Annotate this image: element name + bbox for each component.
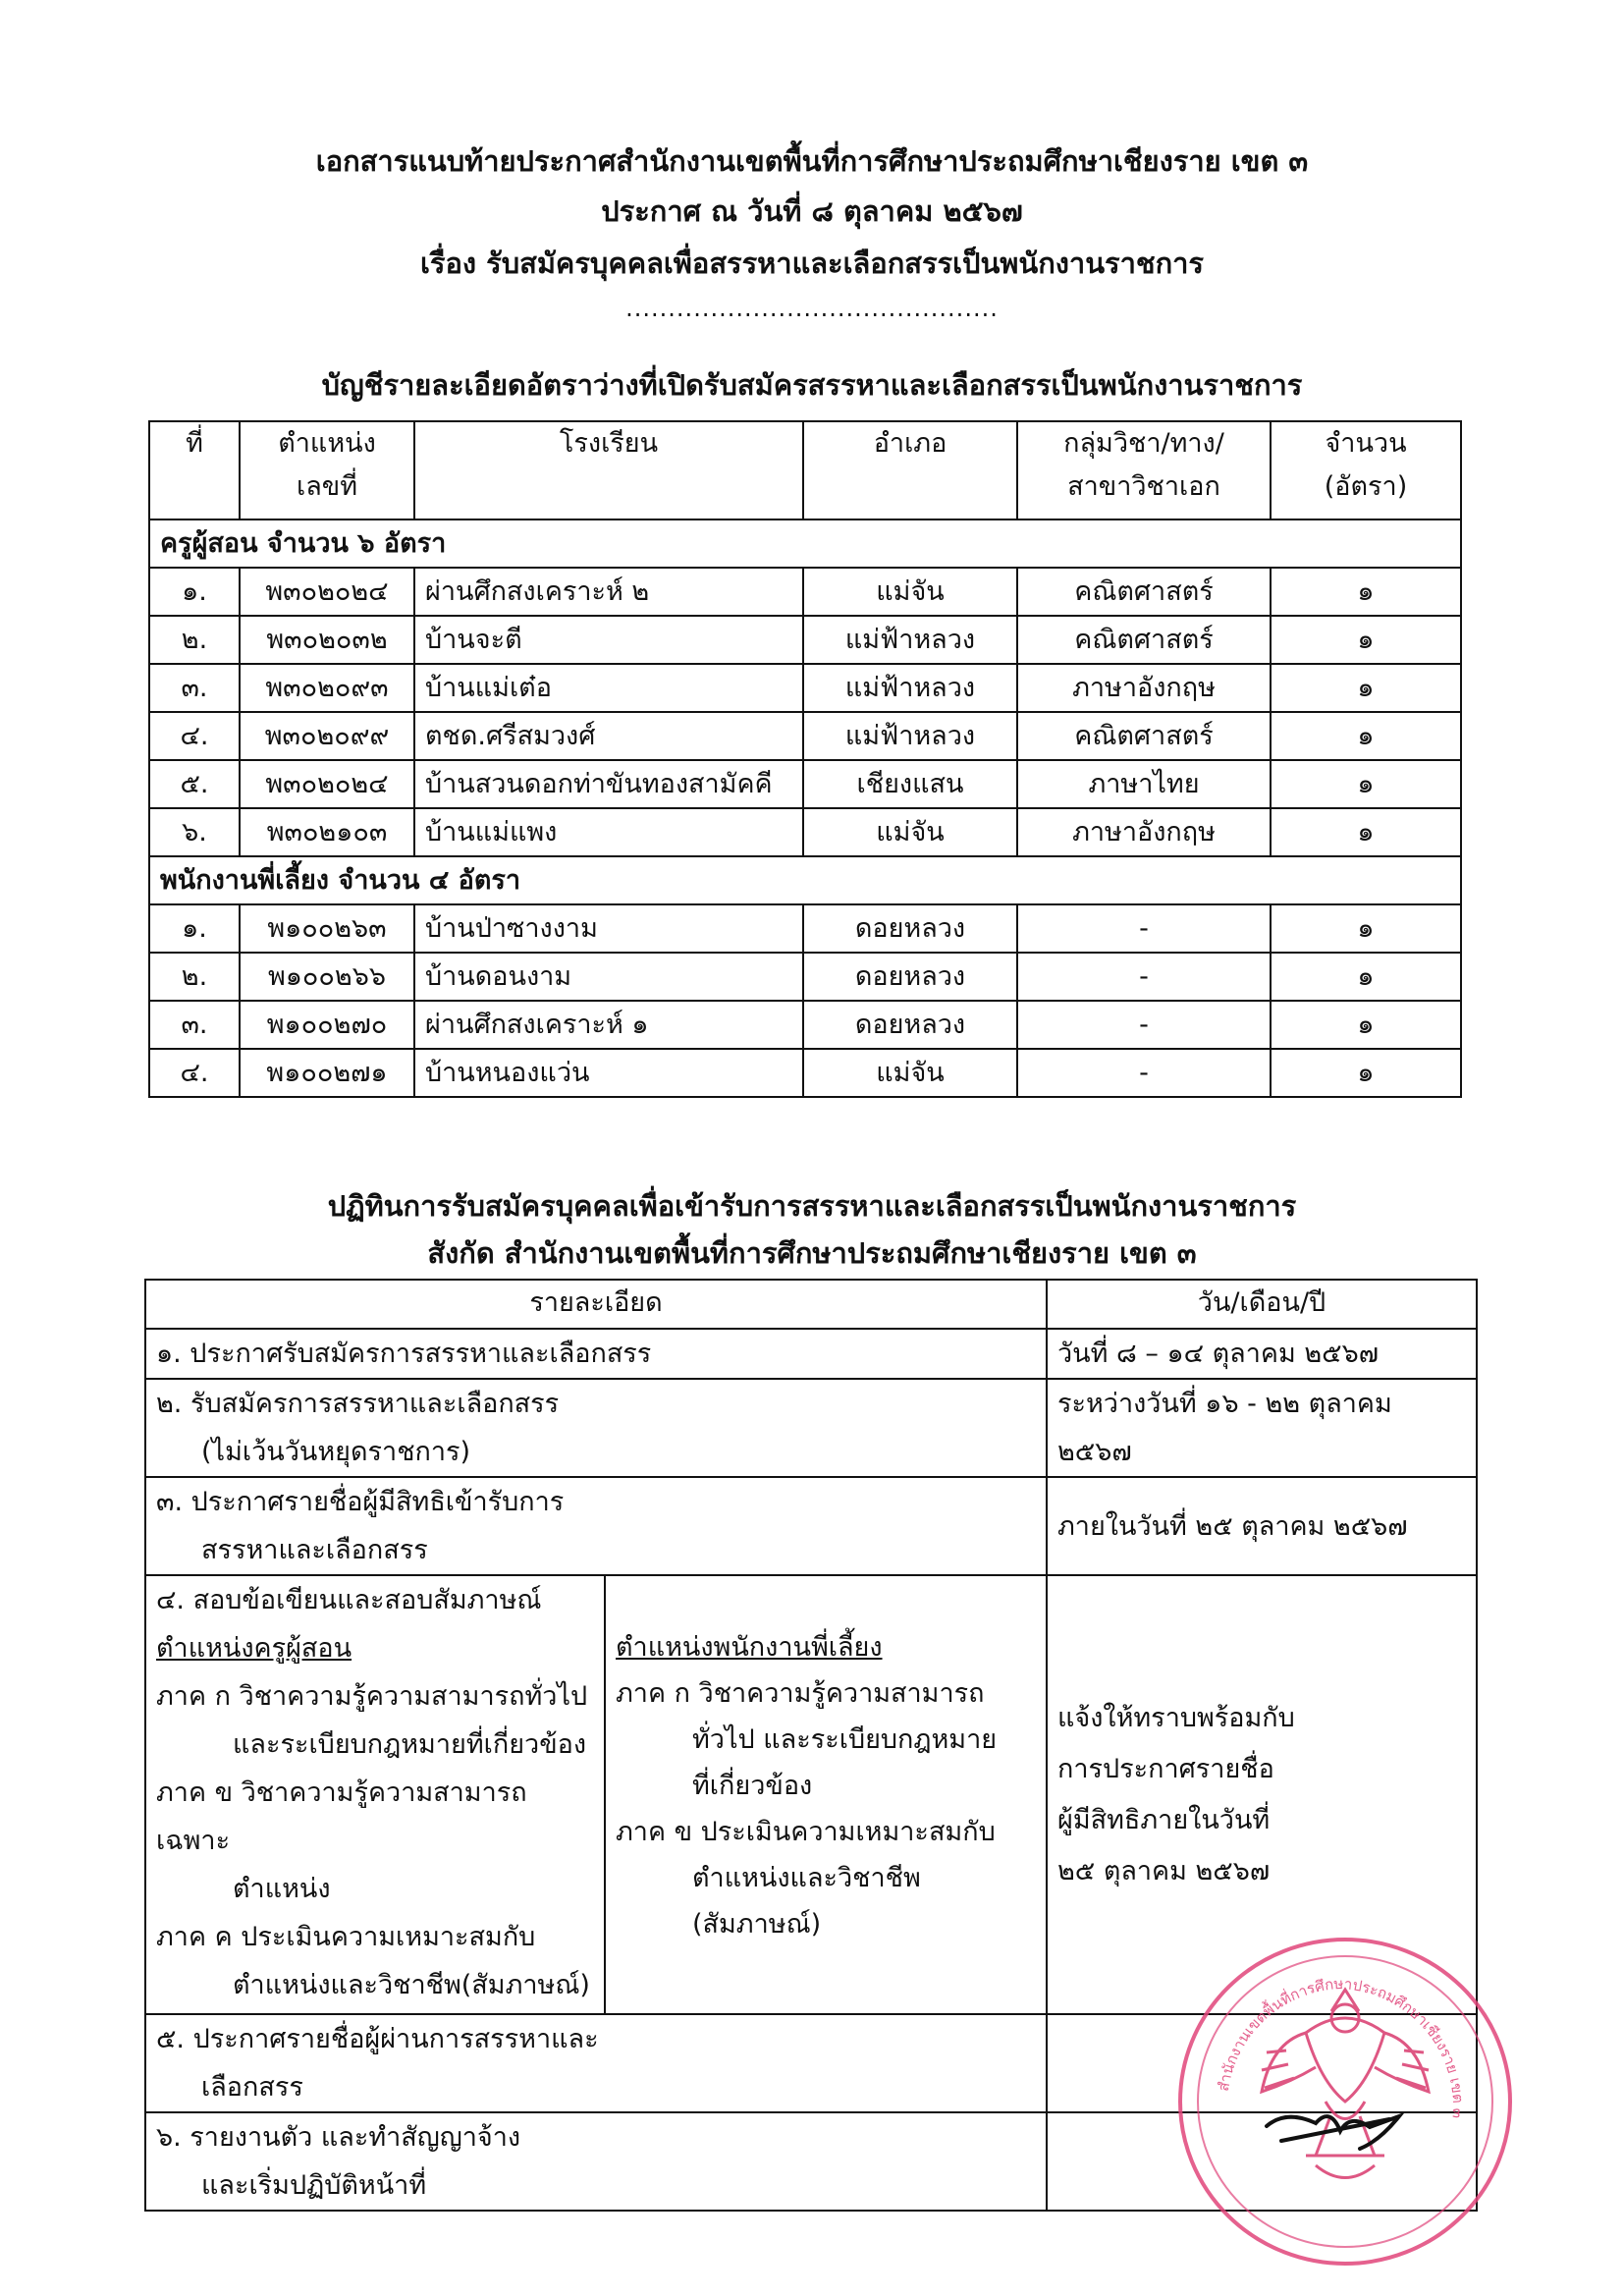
cell-count: ๑ [1271, 1049, 1461, 1097]
col-date: วัน/เดือน/ปี [1047, 1280, 1477, 1329]
cell-no: ๖. [149, 808, 240, 856]
cell-subject: - [1017, 904, 1271, 953]
vacancy-table-title: บัญชีรายละเอียดอัตราว่างที่เปิดรับสมัครสรรหาและเลือกสรรเป็นพนักงานราชการ [321, 368, 1303, 402]
cell-no: ๒. [149, 953, 240, 1001]
doc-header-line1: เอกสารแนบท้ายประกาศสำนักงานเขตพื้นที่การศึกษาประถมศึกษาเชียงราย เขต ๓ [315, 144, 1309, 178]
cell-district: แม่จัน [803, 1049, 1017, 1097]
cell-count: ๑ [1271, 1001, 1461, 1049]
cell-subject: คณิตศาสตร์ [1017, 712, 1271, 760]
cell-district: แม่จัน [803, 808, 1017, 856]
cell-school: บ้านแม่เต๋อ [414, 664, 803, 712]
cell-count: ๑ [1271, 616, 1461, 664]
table-row [149, 712, 1461, 760]
table-row [149, 616, 1461, 664]
detail-cell-caretakers: ตำแหน่งพนักงานพี่เลี้ยง ภาค ก วิชาความรู้ความสามารถ ทั่วไป และระเบียบกฎหมาย ที่เกี่ยวข้อง ภาค ข ประเมินความเหมาะสมกับ ตำแหน่งและวิชาชีพ (สัมภาษณ์) [605, 1575, 1047, 2014]
doc-header-line2: ประกาศ ณ วันที่ ๘ ตุลาคม ๒๕๖๗ [601, 194, 1023, 228]
schedule-row-1 [145, 1329, 1477, 1379]
header-dotted-separator: ............................................ [625, 295, 999, 322]
cell-district: แม่ฟ้าหลวง [803, 616, 1017, 664]
cell-subject: คณิตศาสตร์ [1017, 568, 1271, 616]
table-row [149, 760, 1461, 808]
col-count: จำนวน (อัตรา) [1271, 421, 1461, 519]
col-school: โรงเรียน [414, 421, 803, 519]
table-row [149, 1049, 1461, 1097]
table-row [149, 808, 1461, 856]
cell-count: ๑ [1271, 568, 1461, 616]
cell-school: บ้านสวนดอกท่าขันทองสามัคคี [414, 760, 803, 808]
doc-header-line3: เรื่อง รับสมัครบุคคลเพื่อสรรหาและเลือกสรรเป็นพนักงานราชการ [419, 246, 1205, 280]
cell-position: พ๓๐๒๐๒๔ [240, 568, 414, 616]
cell-count: ๑ [1271, 664, 1461, 712]
cell-no: ๕. [149, 760, 240, 808]
cell-position: พ๓๐๒๐๓๒ [240, 616, 414, 664]
detail-cell: ๖. รายงานตัว และทำสัญญาจ้าง และเริ่มปฏิบัติหน้าที่ [145, 2112, 1047, 2211]
cell-district: ดอยหลวง [803, 904, 1017, 953]
date-cell: แจ้งให้ทราบพร้อมกับ การประกาศรายชื่อ ผู้มีสิทธิภายในวันที่ ๒๕ ตุลาคม ๒๕๖๗ [1047, 1575, 1477, 2014]
cell-count: ๑ [1271, 953, 1461, 1001]
official-seal-stamp [1168, 1895, 1512, 2269]
cell-no: ๓. [149, 664, 240, 712]
group-row-teachers [149, 519, 1461, 568]
schedule-title-line2: สังกัด สำนักงานเขตพื้นที่การศึกษาประถมศึกษาเชียงราย เขต ๓ [427, 1236, 1197, 1270]
date-cell: ระหว่างวันที่ ๑๖ - ๒๒ ตุลาคม ๒๕๖๗ [1047, 1379, 1477, 1477]
signature-mark [1267, 2116, 1399, 2149]
cell-subject: - [1017, 1049, 1271, 1097]
garuda-emblem-icon [1262, 1990, 1429, 2178]
table-row [149, 568, 1461, 616]
cell-subject: คณิตศาสตร์ [1017, 616, 1271, 664]
cell-no: ๑. [149, 904, 240, 953]
caretaker-position-title: ตำแหน่งพนักงานพี่เลี้ยง [616, 1632, 883, 1663]
seal-text: สำนักงานเขตพื้นที่การศึกษาประถมศึกษาเชียงราย เขต ๓ [1214, 1974, 1468, 2119]
cell-school: ผ่านศึกสงเคราะห์ ๒ [414, 568, 803, 616]
schedule-row-2 [145, 1379, 1477, 1477]
cell-district: ดอยหลวง [803, 1001, 1017, 1049]
col-position: ตำแหน่ง เลขที่ [240, 421, 414, 519]
cell-position: พ๑๐๐๒๗๐ [240, 1001, 414, 1049]
cell-position: พ๑๐๐๒๖๖ [240, 953, 414, 1001]
vacancy-header-row [149, 421, 1461, 519]
schedule-header-row [145, 1280, 1477, 1329]
col-detail: รายละเอียด [145, 1280, 1047, 1329]
cell-no: ๔. [149, 712, 240, 760]
cell-district: ดอยหลวง [803, 953, 1017, 1001]
table-row [149, 953, 1461, 1001]
cell-subject: - [1017, 1001, 1271, 1049]
cell-subject: - [1017, 953, 1271, 1001]
cell-no: ๑. [149, 568, 240, 616]
detail-cell: ๕. ประกาศรายชื่อผู้ผ่านการสรรหาและ เลือกสรร [145, 2014, 1047, 2112]
group-label-caretakers: พนักงานพี่เลี้ยง จำนวน ๔ อัตรา [149, 856, 1461, 904]
cell-subject: ภาษาอังกฤษ [1017, 808, 1271, 856]
cell-position: พ๓๐๒๐๙๙ [240, 712, 414, 760]
schedule-title-line1: ปฏิทินการรับสมัครบุคคลเพื่อเข้ารับการสรรหาและเลือกสรรเป็นพนักงานราชการ [327, 1189, 1297, 1223]
cell-district: แม่ฟ้าหลวง [803, 712, 1017, 760]
col-subject: กลุ่มวิชา/ทาง/ สาขาวิชาเอก [1017, 421, 1271, 519]
col-district: อำเภอ [803, 421, 1017, 519]
cell-position: พ๑๐๐๒๗๑ [240, 1049, 414, 1097]
cell-position: พ๓๐๒๐๙๓ [240, 664, 414, 712]
cell-count: ๑ [1271, 760, 1461, 808]
detail-cell: ๓. ประกาศรายชื่อผู้มีสิทธิเข้ารับการ สรรหาและเลือกสรร [145, 1477, 1047, 1575]
cell-no: ๓. [149, 1001, 240, 1049]
table-row [149, 664, 1461, 712]
schedule-row-3 [145, 1477, 1477, 1575]
cell-school: บ้านแม่แพง [414, 808, 803, 856]
cell-school: บ้านดอนงาม [414, 953, 803, 1001]
col-no: ที่ [149, 421, 240, 519]
table-row [149, 1001, 1461, 1049]
vacancy-table [148, 420, 1462, 1098]
group-row-caretakers [149, 856, 1461, 904]
date-cell: วันที่ ๘ – ๑๔ ตุลาคม ๒๕๖๗ [1047, 1329, 1477, 1379]
table-row [149, 904, 1461, 953]
cell-school: ผ่านศึกสงเคราะห์ ๑ [414, 1001, 803, 1049]
cell-school: บ้านหนองแว่น [414, 1049, 803, 1097]
cell-count: ๑ [1271, 904, 1461, 953]
date-cell: ภายในวันที่ ๒๕ ตุลาคม ๒๕๖๗ [1047, 1477, 1477, 1575]
cell-count: ๑ [1271, 808, 1461, 856]
cell-district: แม่จัน [803, 568, 1017, 616]
cell-school: บ้านป่าซางงาม [414, 904, 803, 953]
cell-position: พ๓๐๒๐๒๔ [240, 760, 414, 808]
cell-subject: ภาษาไทย [1017, 760, 1271, 808]
group-label-teachers: ครูผู้สอน จำนวน ๖ อัตรา [149, 519, 1461, 568]
teacher-position-title: ตำแหน่งครูผู้สอน [156, 1633, 352, 1664]
cell-position: พ๓๐๒๑๐๓ [240, 808, 414, 856]
cell-school: ตชด.ศรีสมวงศ์ [414, 712, 803, 760]
cell-no: ๔. [149, 1049, 240, 1097]
detail-cell: ๒. รับสมัครการสรรหาและเลือกสรร (ไม่เว้นวันหยุดราชการ) [145, 1379, 1047, 1477]
detail-cell: ๑. ประกาศรับสมัครการสรรหาและเลือกสรร [145, 1329, 1047, 1379]
cell-position: พ๑๐๐๒๖๓ [240, 904, 414, 953]
cell-subject: ภาษาอังกฤษ [1017, 664, 1271, 712]
cell-district: เชียงแสน [803, 760, 1017, 808]
cell-count: ๑ [1271, 712, 1461, 760]
cell-school: บ้านจะตี [414, 616, 803, 664]
cell-no: ๒. [149, 616, 240, 664]
detail-cell-teachers: ๔. สอบข้อเขียนและสอบสัมภาษณ์ ตำแหน่งครูผู้สอน ภาค ก วิชาความรู้ความสามารถทั่วไป และระเบียบกฎหมายที่เกี่ยวข้อง ภาค ข วิชาความรู้ความสามารถเฉพาะ ตำแหน่ง ภาค ค ประเมินความเหมาะสมกับ ตำแหน่งและวิชาชีพ(สัมภาษณ์) [145, 1575, 605, 2014]
cell-district: แม่ฟ้าหลวง [803, 664, 1017, 712]
